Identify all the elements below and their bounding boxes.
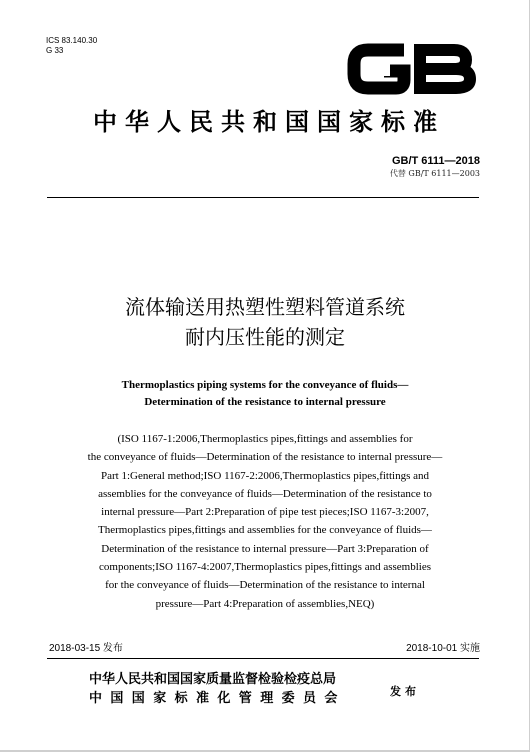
replaces-note: 代替 GB/T 6111—2003: [389, 169, 480, 178]
bottom-divider: [47, 658, 479, 659]
ics-code: ICS 83.140.30: [46, 36, 98, 45]
publish-label: 发布: [390, 685, 420, 698]
iso-line: for the conveyance of fluids—Determination of the resistance to internal: [105, 579, 425, 592]
ccs-code: G 33: [46, 46, 64, 55]
iso-line: Determination of the resistance to internal pressure—Part 3:Preparation of: [101, 542, 429, 555]
issuing-authorities: [89, 670, 346, 708]
iso-line: internal pressure—Part 2:Preparation of pipe test pieces;ISO 1167-3:2007,: [101, 506, 429, 519]
issue-date: 2018-03-15 发布: [49, 643, 123, 654]
gb-logo: [346, 38, 476, 100]
chinese-title: [0, 292, 530, 352]
country-standard-title: 中华人民共和国国家标准: [93, 107, 445, 136]
classification-codes: [46, 36, 97, 56]
english-title-line-1: Thermoplastics piping systems for the conveyance of fluids—: [121, 379, 409, 391]
iso-line: assemblies for the conveyance of fluids—Determination of the resistance to: [98, 487, 432, 500]
iso-line: Part 1:General method;ISO 1167-2:2006,Thermoplastics pipes,fittings and: [100, 469, 429, 482]
implementation-date: 2018-10-01 实施: [406, 643, 480, 654]
iso-reference-block: [55, 430, 475, 613]
issuer-line-2: 中国国家标准化管理委员会: [89, 691, 346, 706]
chinese-title-line-1: 流体输送用热塑性塑料管道系统: [125, 295, 405, 319]
issuer-line-1: 中华人民共和国国家质量监督检验检疫总局: [89, 672, 337, 687]
chinese-title-line-2: 耐内压性能的测定: [185, 325, 345, 349]
gb-logo-g-counter: [368, 62, 390, 76]
gb-logo-b-letter: [420, 44, 470, 94]
top-divider: [47, 197, 479, 198]
english-title: [0, 377, 530, 411]
standard-number-block: [390, 154, 480, 180]
iso-line: components;ISO 1167-4:2007,Thermoplastics pipes,fittings and assemblies: [99, 561, 431, 574]
iso-line: pressure—Part 4:Preparation of assemblies,NEQ): [155, 597, 375, 610]
iso-line: the conveyance of fluids—Determination of the resistance to internal pressure—: [87, 451, 443, 464]
standard-number: GB/T 6111—2018: [391, 155, 480, 167]
iso-line: Thermoplastics pipes,fittings and assemblies for the conveyance of fluids—: [98, 524, 432, 537]
iso-line: (ISO 1167-1:2006,Thermoplastics pipes,fittings and assemblies for: [117, 433, 413, 445]
english-title-line-2: Determination of the resistance to internal pressure: [144, 396, 386, 408]
